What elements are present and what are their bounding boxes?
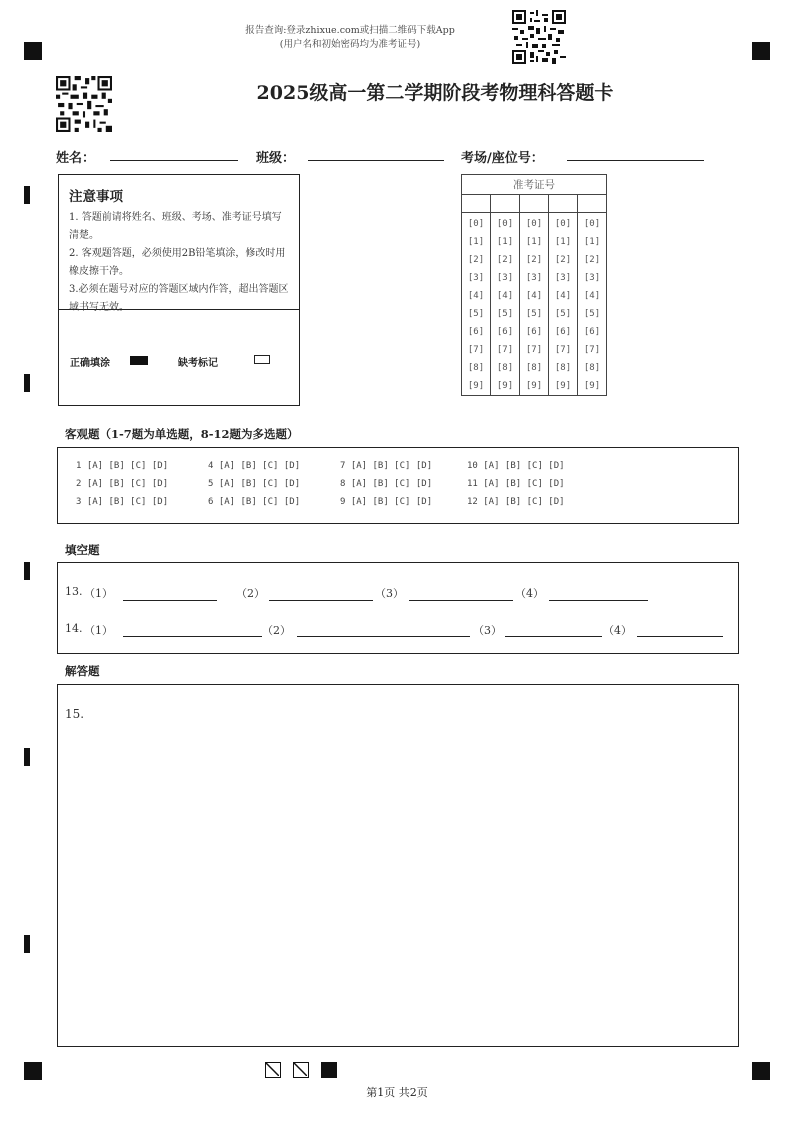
timing-mark <box>24 186 30 204</box>
q14-blank-1[interactable] <box>123 636 262 637</box>
q13-blank-1[interactable] <box>123 600 217 601</box>
objective-section-title: 客观题（1-7题为单选题，8-12题为多选题） <box>65 427 299 441</box>
ticket-digit-input[interactable] <box>491 195 520 213</box>
q15-number: 15. <box>65 707 85 721</box>
correct-fill-label: 正确填涂 <box>70 358 110 369</box>
correct-fill-sample <box>130 356 148 365</box>
registration-mark <box>752 1062 770 1080</box>
ticket-digit-column[interactable]: [0] [1] [2] [3] [4] [5] [6] [7] [8] [9] <box>462 213 491 396</box>
q13-label-4: （4） <box>515 587 544 600</box>
ticket-digit-column[interactable]: [0] [1] [2] [3] [4] [5] [6] [7] [8] [9] <box>549 213 578 396</box>
mc-question-row[interactable]: 7 [A] [B] [C] [D] <box>340 461 433 471</box>
ticket-digit-input[interactable] <box>462 195 491 213</box>
q13-label-2: （2） <box>236 587 265 600</box>
class-field[interactable] <box>308 160 444 161</box>
ticket-digit-column[interactable]: [0] [1] [2] [3] [4] [5] [6] [7] [8] [9] <box>520 213 549 396</box>
name-label: 姓名： <box>56 151 96 166</box>
q14-blank-4[interactable] <box>637 636 723 637</box>
q14-label-4: （4） <box>603 624 632 637</box>
seat-label: 考场/座位号： <box>461 151 544 166</box>
notice-box <box>58 174 300 406</box>
ticket-digit-input[interactable] <box>520 195 549 213</box>
mc-question-row[interactable]: 11 [A] [B] [C] [D] <box>467 479 565 489</box>
registration-mark <box>24 42 42 60</box>
q14-blank-2[interactable] <box>297 636 470 637</box>
answer-section-title: 解答题 <box>65 664 100 678</box>
mc-question-row[interactable]: 1 [A] [B] [C] [D] <box>76 461 169 471</box>
fill-answer-box <box>57 562 739 654</box>
page-mark-slash <box>293 1062 309 1078</box>
mc-question-row[interactable]: 9 [A] [B] [C] [D] <box>340 497 433 507</box>
mc-question-row[interactable]: 3 [A] [B] [C] [D] <box>76 497 169 507</box>
absent-mark-label: 缺考标记 <box>178 358 218 369</box>
q13-blank-4[interactable] <box>549 600 648 601</box>
notice-item: 2. 客观题答题，必须使用2B铅笔填涂，修改时用橡皮擦干净。 <box>69 248 286 277</box>
registration-mark <box>752 42 770 60</box>
mc-question-row[interactable]: 2 [A] [B] [C] [D] <box>76 479 169 489</box>
mc-question-row[interactable]: 5 [A] [B] [C] [D] <box>208 479 301 489</box>
mc-question-row[interactable]: 6 [A] [B] [C] [D] <box>208 497 301 507</box>
mc-question-row[interactable]: 12 [A] [B] [C] [D] <box>467 497 565 507</box>
fill-section-title: 填空题 <box>65 543 100 557</box>
q14-label-2: （2） <box>262 624 291 637</box>
notice-title: 注意事项 <box>69 189 123 205</box>
mc-question-row[interactable]: 4 [A] [B] [C] [D] <box>208 461 301 471</box>
q14-blank-3[interactable] <box>505 636 602 637</box>
page-title: 2025级高一第二学期阶段考物理科答题卡 <box>256 82 614 104</box>
ticket-digit-column[interactable]: [0] [1] [2] [3] [4] [5] [6] [7] [8] [9] <box>491 213 520 396</box>
notice-item: 1. 答题前请将姓名、班级、考场、准考证号填写清楚。 <box>69 212 282 241</box>
timing-mark <box>24 748 30 766</box>
absent-mark-checkbox[interactable] <box>254 355 270 364</box>
notice-item: 3.必须在题号对应的答题区域内作答，超出答题区域书写无效。 <box>69 284 289 313</box>
q14-label-3: （3） <box>473 624 502 637</box>
page-mark-filled <box>321 1062 337 1078</box>
ticket-digit-column[interactable]: [0] [1] [2] [3] [4] [5] [6] [7] [8] [9] <box>578 213 607 396</box>
mc-question-row[interactable]: 8 [A] [B] [C] [D] <box>340 479 433 489</box>
q13-label-3: （3） <box>375 587 404 600</box>
qr-code-icon[interactable] <box>512 10 566 64</box>
q13-label-1: （1） <box>84 587 113 600</box>
ticket-digit-input[interactable] <box>578 195 607 213</box>
timing-mark <box>24 562 30 580</box>
class-label: 班级： <box>256 151 296 166</box>
registration-mark <box>24 1062 42 1080</box>
q13-number: 13. <box>65 585 83 598</box>
q15-answer-area[interactable] <box>57 684 739 1047</box>
q14-number: 14. <box>65 622 83 635</box>
header-note-sub: (用户名和初始密码均为准考证号) <box>279 39 421 50</box>
header-note: 报告查询:登录zhixue.com或扫描二维码下载App <box>245 25 455 36</box>
name-field[interactable] <box>110 160 238 161</box>
timing-mark <box>24 374 30 392</box>
ticket-title: 准考证号 <box>462 175 607 195</box>
timing-mark <box>24 935 30 953</box>
q13-blank-3[interactable] <box>409 600 513 601</box>
q14-label-1: （1） <box>84 624 113 637</box>
ticket-digit-input[interactable] <box>549 195 578 213</box>
seat-field[interactable] <box>567 160 704 161</box>
page-footer: 第1页 共2页 <box>366 1086 428 1099</box>
page-mark-slash <box>265 1062 281 1078</box>
ticket-number-grid <box>461 174 607 396</box>
q13-blank-2[interactable] <box>269 600 373 601</box>
mc-question-row[interactable]: 10 [A] [B] [C] [D] <box>467 461 565 471</box>
student-qr-code-icon <box>56 76 112 132</box>
